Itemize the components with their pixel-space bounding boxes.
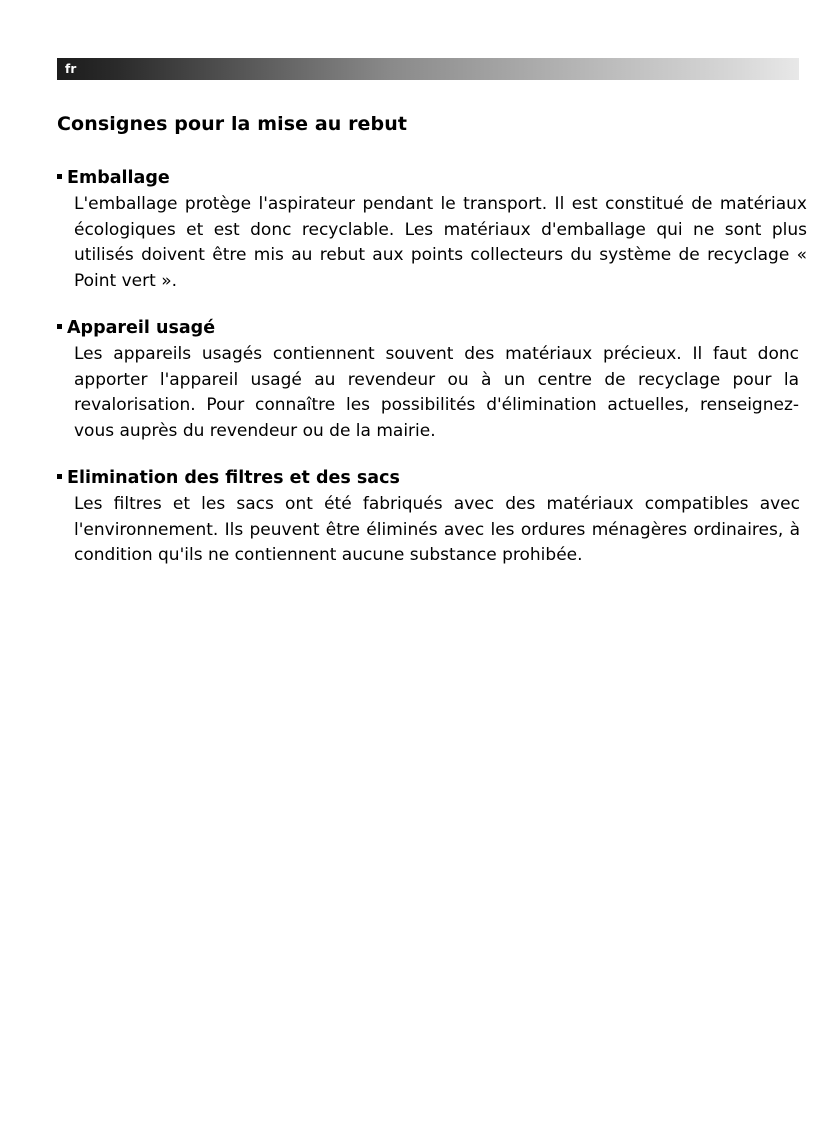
page-title: Consignes pour la mise au rebut xyxy=(57,113,408,135)
page-header-bar xyxy=(57,58,799,80)
section-heading-label: Elimination des filtres et des sacs xyxy=(67,468,400,488)
language-tag: fr xyxy=(65,62,77,76)
section-body-text: L'emballage protège l'aspirateur pendant le transport. Il est constitué de matériaux écologiques et est donc recyclable. Les matériaux d'emballage qui ne sont plus utilisés doivent être mis au rebut aux points collecteurs du système de recyclage « Point vert ». xyxy=(74,194,807,291)
page-content xyxy=(57,112,807,587)
section-heading xyxy=(57,466,797,490)
bullet-square-icon xyxy=(57,174,62,179)
header-gradient-band xyxy=(57,58,799,80)
section-emballage xyxy=(57,166,807,294)
section-body-text: Les appareils usagés contiennent souvent des matériaux précieux. Il faut donc apporter l'appareil usagé au revendeur ou à un centre de recyclage pour la revalorisation. Pour connaître les possibilités d'élimination actuelles, renseignez-vous auprès du revendeur ou de la mairie. xyxy=(74,344,799,441)
section-heading-label: Emballage xyxy=(67,168,170,188)
section-heading xyxy=(57,316,797,340)
section-appareil-usage xyxy=(57,316,797,444)
section-heading xyxy=(57,166,797,190)
bullet-square-icon xyxy=(57,474,62,479)
section-elimination-filtres-sacs xyxy=(57,466,800,569)
section-heading-label: Appareil usagé xyxy=(67,318,216,338)
bullet-square-icon xyxy=(57,324,62,329)
section-body-text: Les filtres et les sacs ont été fabriqués avec des matériaux compatibles avec l'environnement. Ils peuvent être éliminés avec les ordures ménagères ordinaires, à condition qu'ils ne contiennent aucune substance prohibée. xyxy=(74,494,800,565)
